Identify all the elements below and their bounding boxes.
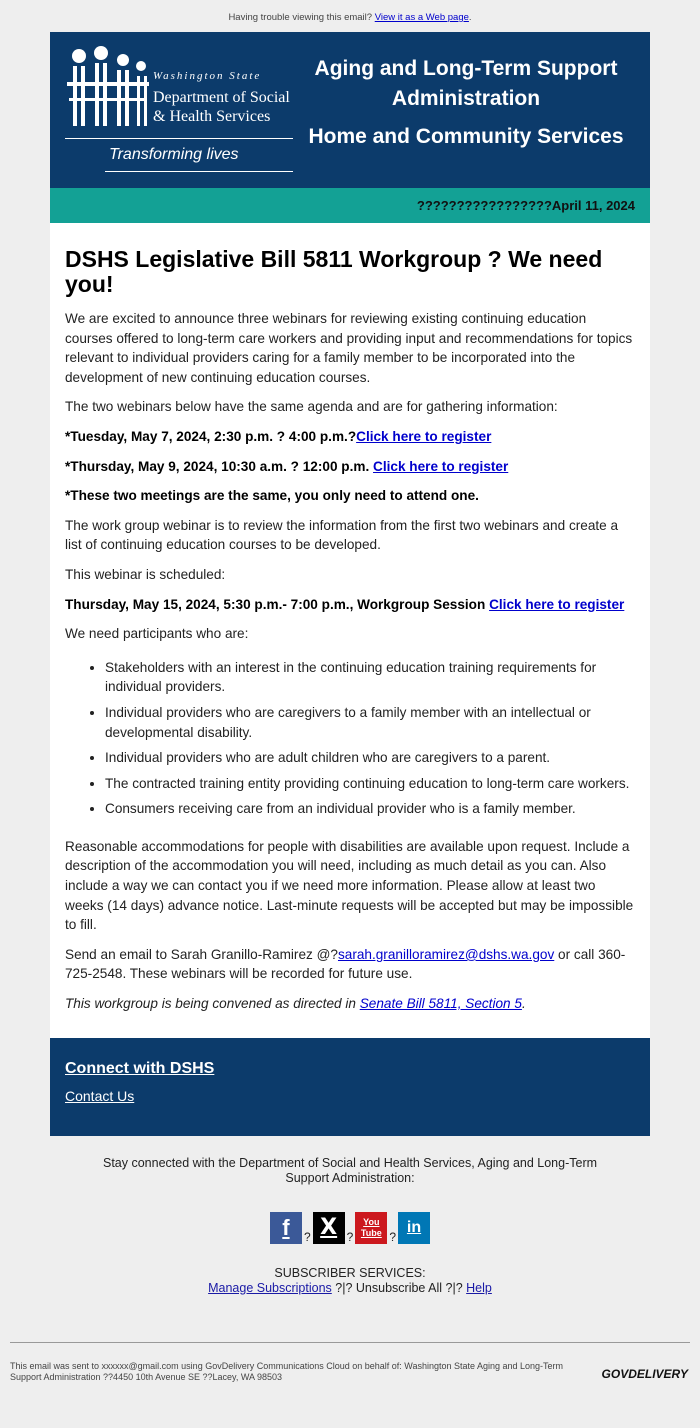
govdelivery-logo[interactable]: GOVDELIVERY [601,1366,688,1381]
intro-paragraph: We are excited to announce three webinars for reviewing existing continuing education courses offered to long-term care workers and providing input and recommendations for topics relevant to individual providers caring for a family member to be incorporated into the development of new continuing education courses. [65,311,633,385]
logo-tagline: Transforming lives [109,146,239,163]
youtube-icon[interactable]: You Tube [355,1212,387,1244]
linkedin-icon[interactable]: in [398,1212,430,1244]
logo-dept-line1: Department of Social [153,89,290,106]
list-item: • Individual providers who are caregivers to a family member with an intellectual or developmental disability. [105,703,635,742]
date-bar [50,188,650,223]
stay-connected-text: Stay connected with the Department of Social and Health Services, Aging and Long-Term Support Administration: [102,1155,598,1185]
session-3-register-link[interactable]: Click here to register [489,596,625,612]
session-2-register-link[interactable]: Click here to register [373,458,509,474]
footer-bottom [0,1343,700,1393]
session-1-register-link[interactable]: Click here to register [356,428,492,444]
logo-department [153,88,290,126]
header-title: Aging and Long-Term Support Administration [314,57,618,110]
session-3-text: Thursday, May 15, 2024, 5:30 p.m.- 7:00 p.m., Workgroup Session [65,596,486,612]
subscriber-services [0,1266,700,1296]
sender-info: This email was sent to xxxxxx@gmail.com using GovDelivery Communications Cloud on behalf of: Washington State Aging and Long-Term Support Administration ??4450 10th Avenue SE ??Lacey, WA 98503 [10,1360,564,1382]
logo-dept-line2: & Health Services [153,108,271,125]
dshs-logo[interactable] [65,46,295,176]
senate-bill-link[interactable]: Senate Bill 5811, Section 5 [359,996,522,1012]
session-2-text: *Thursday, May 9, 2024, 10:30 a.m. ? 12:00 p.m. [65,458,370,474]
email-footer [0,1136,700,1393]
manage-subscriptions-link[interactable]: Manage Subscriptions [208,1280,332,1295]
facebook-icon[interactable]: f [270,1212,302,1244]
scheduled-label: This webinar is scheduled: [65,566,226,582]
separator: ? [346,1229,354,1244]
list-item: • The contracted training entity providing continuing education to long-term care workers. [105,774,635,794]
logo-state: Washington State [153,70,262,82]
list-item: • Individual providers who are adult children who are caregivers to a parent. [105,748,635,768]
session-3 [65,595,635,615]
web-view-bar: Having trouble viewing this email? View it as a Web page. [228,12,472,23]
same-meeting-note: *These two meetings are the same, you only need to attend one. [65,488,479,504]
list-item: • Consumers receiving care from an individual provider who is a family member. [105,799,635,819]
logo-divider [65,138,293,139]
connect-dshs-link[interactable]: Connect with DSHS [65,1059,215,1077]
web-view-text: Having trouble viewing this email? [228,12,373,23]
accommodations-paragraph: Reasonable accommodations for people with disabilities are available upon request. Include a description of the accommodation you will need, including as much detail as you can. Also include a way we can contact you if we need more information. Please allow at least two weeks (14 days) advance notice. Last-minute requests will be accepted but may be impossible to fill. [65,838,634,933]
people-logo-icon [65,46,151,130]
contact-paragraph [65,945,635,984]
workgroup-description: The work group webinar is to review the information from the first two webinars and create a list of continuing education courses to be developed. [65,517,619,553]
list-item: • Stakeholders with an interest in the continuing education training requirements for individual providers. [105,658,635,697]
x-icon[interactable]: X [313,1212,345,1244]
participants-intro: We need participants who are: [65,626,249,642]
session-2 [65,457,635,477]
convened-pre: This workgroup is being convened as directed in [65,996,360,1012]
article-heading: DSHS Legislative Bill 5811 Workgroup ? We need you! [65,246,603,297]
contact-pre: Send an email to Sarah Granillo-Ramirez @? [65,946,338,962]
separator: ? [303,1229,311,1244]
participants-list [65,658,635,819]
convened-paragraph [65,994,635,1014]
logo-divider-bottom [105,171,293,172]
email-header [50,32,650,188]
session-1-text: *Tuesday, May 7, 2024, 2:30 p.m. ? 4:00 p.m.? [65,428,357,444]
webinars-note: The two webinars below have the same agenda and are for gathering information: [65,399,558,415]
unsubscribe-all[interactable]: ?|? Unsubscribe All ?|? [331,1280,467,1295]
issue-date: ?????????????????April 11, 2024 [416,198,635,213]
session-1 [65,427,635,447]
social-links [0,1212,700,1248]
separator: ? [389,1229,397,1244]
article-body [50,223,650,1038]
contact-post: or call 360-725-2548. These webinars will be recorded for future use. [65,946,626,982]
contact-email-link[interactable]: sarah.granilloramirez@dshs.wa.gov [337,946,555,962]
web-view-link[interactable]: View it as a Web page [374,12,469,23]
help-link[interactable]: Help [466,1280,492,1295]
contact-us-link[interactable]: Contact Us [65,1087,135,1104]
header-subtitle: Home and Community Services [308,125,624,148]
subscriber-label: SUBSCRIBER SERVICES: [274,1265,426,1280]
convened-post: . [521,996,526,1012]
connect-section [50,1038,650,1136]
